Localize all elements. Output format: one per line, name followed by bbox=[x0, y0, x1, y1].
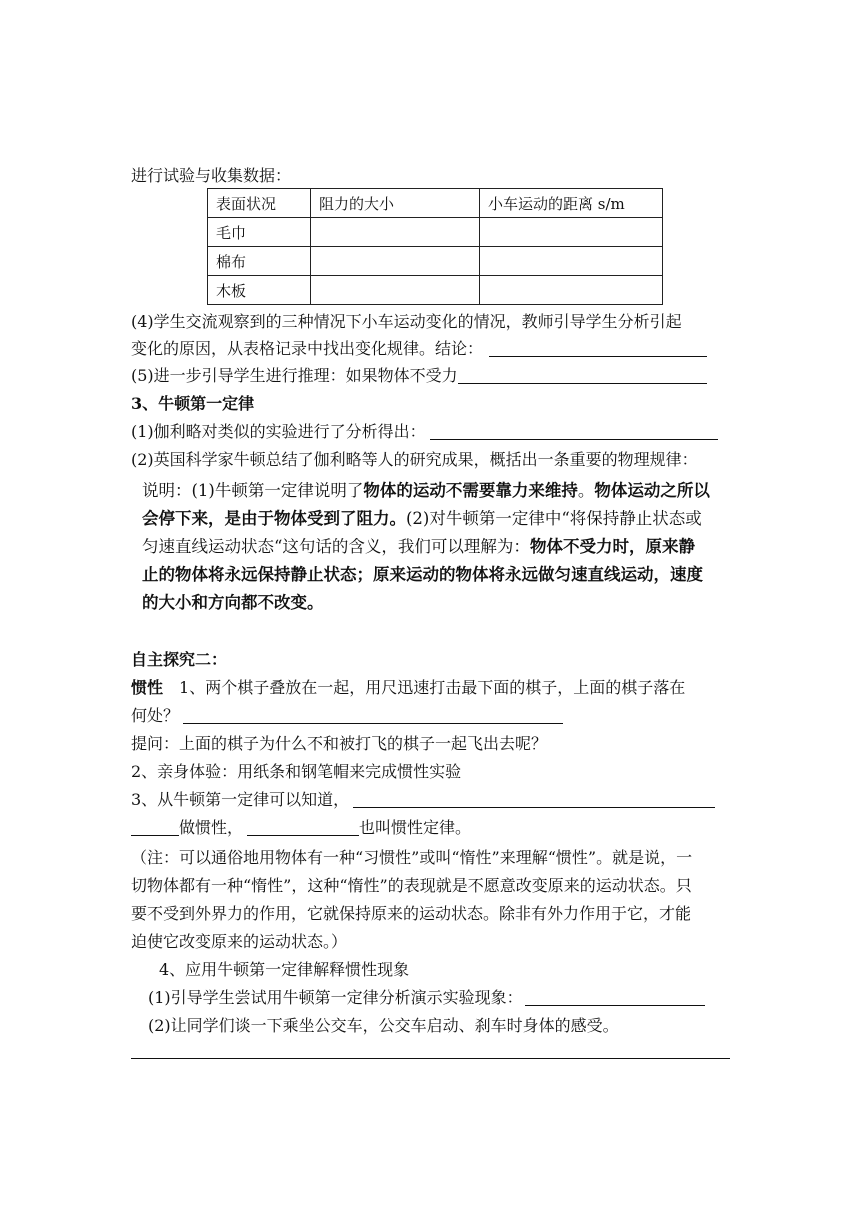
table-cell: 棉布 bbox=[208, 247, 311, 276]
table-cell[interactable] bbox=[480, 218, 663, 247]
p4-line2 bbox=[131, 339, 707, 359]
newton-law-blank[interactable] bbox=[353, 791, 715, 808]
item4-1-text: (1)引导学生尝试用牛顿第一定律分析演示实验现象： bbox=[148, 988, 523, 1007]
note-text: 匀速直线运动状态“这句话的含义，我们可以理解为： bbox=[142, 537, 530, 556]
note-line2 bbox=[142, 509, 702, 529]
table-row bbox=[208, 247, 663, 276]
explore2-item3 bbox=[131, 790, 715, 810]
galileo-blank[interactable] bbox=[430, 423, 718, 440]
note-text: 。 bbox=[577, 481, 595, 500]
table-cell: 毛巾 bbox=[208, 218, 311, 247]
bottom-rule bbox=[131, 1058, 730, 1059]
header-cell: 表面状况 bbox=[208, 189, 311, 218]
conclusion-blank[interactable] bbox=[489, 340, 707, 357]
chess-answer-blank[interactable] bbox=[183, 707, 563, 724]
note-line1 bbox=[142, 481, 710, 501]
explore2-item4: 4、应用牛顿第一定律解释惯性现象 bbox=[159, 960, 410, 979]
table-header-row bbox=[208, 189, 663, 218]
item3-c-text: 也叫惯性定律。 bbox=[359, 818, 472, 837]
table-cell: 木板 bbox=[208, 276, 311, 305]
q1-line2-text: 何处？ bbox=[131, 706, 180, 725]
explore2-q1 bbox=[131, 678, 685, 698]
header-cell: 小车运动的距离 s/m bbox=[480, 189, 663, 218]
inertia-note-line1: （注：可以通俗地用物体有一种“习惯性”或叫“惰性”来理解“惯性”。就是说，一 bbox=[131, 848, 693, 867]
explore2-item2: 2、亲身体验：用纸条和钢笔帽来完成惯性实验 bbox=[131, 762, 462, 781]
explore2-item3-line2 bbox=[131, 818, 471, 838]
law-name-blank[interactable] bbox=[247, 819, 359, 836]
explore2-title: 自主探究二： bbox=[131, 650, 228, 669]
p4-line1: (4)学生交流观察到的三种情况下小车运动变化的情况，教师引导学生分析引起 bbox=[131, 312, 682, 331]
note-line3 bbox=[142, 537, 695, 557]
explore2-item4-2: (2)让同学们谈一下乘坐公交车，公交车启动、刹车时身体的感受。 bbox=[148, 1016, 619, 1035]
table-cell[interactable] bbox=[480, 276, 663, 305]
sec3-item1-text: (1)伽利略对类似的实验进行了分析得出： bbox=[131, 422, 426, 441]
sec3-item1 bbox=[131, 422, 718, 442]
explore2-item4-1 bbox=[148, 988, 705, 1008]
item3-b-text: 做惯性， bbox=[179, 818, 244, 837]
note-text: (2)对牛顿第一定律中“将保持静止状态或 bbox=[406, 509, 702, 528]
inertia-note-line2: 切物体都有一种“惰性”，这种“惰性”的表现就是不愿意改变原来的运动状态。只 bbox=[131, 876, 692, 895]
inertia-label: 惯性 bbox=[131, 678, 164, 697]
explore2-q1-line2 bbox=[131, 706, 563, 726]
data-table bbox=[207, 188, 663, 305]
table-cell[interactable] bbox=[311, 218, 480, 247]
note-line4: 止的物体将永远保持静止状态；原来运动的物体将永远做匀速直线运动，速度 bbox=[142, 565, 703, 584]
note-bold: 物体运动之所以 bbox=[594, 481, 710, 500]
inertia-blank[interactable] bbox=[131, 819, 179, 836]
inertia-note-line3: 要不受到外界力的作用，它就保持原来的运动状态。除非有外力作用于它，才能 bbox=[131, 904, 692, 923]
note-bold: 物体不受力时，原来静 bbox=[529, 537, 695, 556]
p5-line bbox=[131, 366, 707, 386]
reasoning-blank[interactable] bbox=[458, 367, 707, 384]
table-row bbox=[208, 218, 663, 247]
note-text: 说明：(1)牛顿第一定律说明了 bbox=[142, 481, 364, 500]
demo-phenomenon-blank[interactable] bbox=[525, 989, 705, 1006]
sec3-item2: (2)英国科学家牛顿总结了伽利略等人的研究成果，概括出一条重要的物理规律： bbox=[131, 450, 698, 469]
table-cell[interactable] bbox=[480, 247, 663, 276]
intro-text: 进行试验与收集数据： bbox=[131, 166, 292, 185]
p4-line2-text: 变化的原因，从表格记录中找出变化规律。结论： bbox=[131, 339, 484, 358]
inertia-note-line4: 迫使它改变原来的运动状态。） bbox=[131, 932, 348, 951]
note-line5: 的大小和方向都不改变。 bbox=[142, 593, 324, 612]
section-3-title: 3、牛顿第一定律 bbox=[131, 394, 255, 413]
header-cell: 阻力的大小 bbox=[311, 189, 480, 218]
table-cell[interactable] bbox=[311, 276, 480, 305]
q1-text: 1、两个棋子叠放在一起，用尺迅速打击最下面的棋子，上面的棋子落在 bbox=[179, 678, 686, 697]
explore2-ask: 提问：上面的棋子为什么不和被打飞的棋子一起飞出去呢？ bbox=[131, 734, 548, 753]
note-bold: 物体的运动不需要靠力来维持 bbox=[363, 481, 578, 500]
table-cell[interactable] bbox=[311, 247, 480, 276]
item3-text: 3、从牛顿第一定律可以知道， bbox=[131, 790, 350, 809]
p5-text: (5)进一步引导学生进行推理：如果物体不受力 bbox=[131, 366, 458, 385]
table-row bbox=[208, 276, 663, 305]
note-bold: 会停下来，是由于物体受到了阻力。 bbox=[142, 509, 406, 528]
